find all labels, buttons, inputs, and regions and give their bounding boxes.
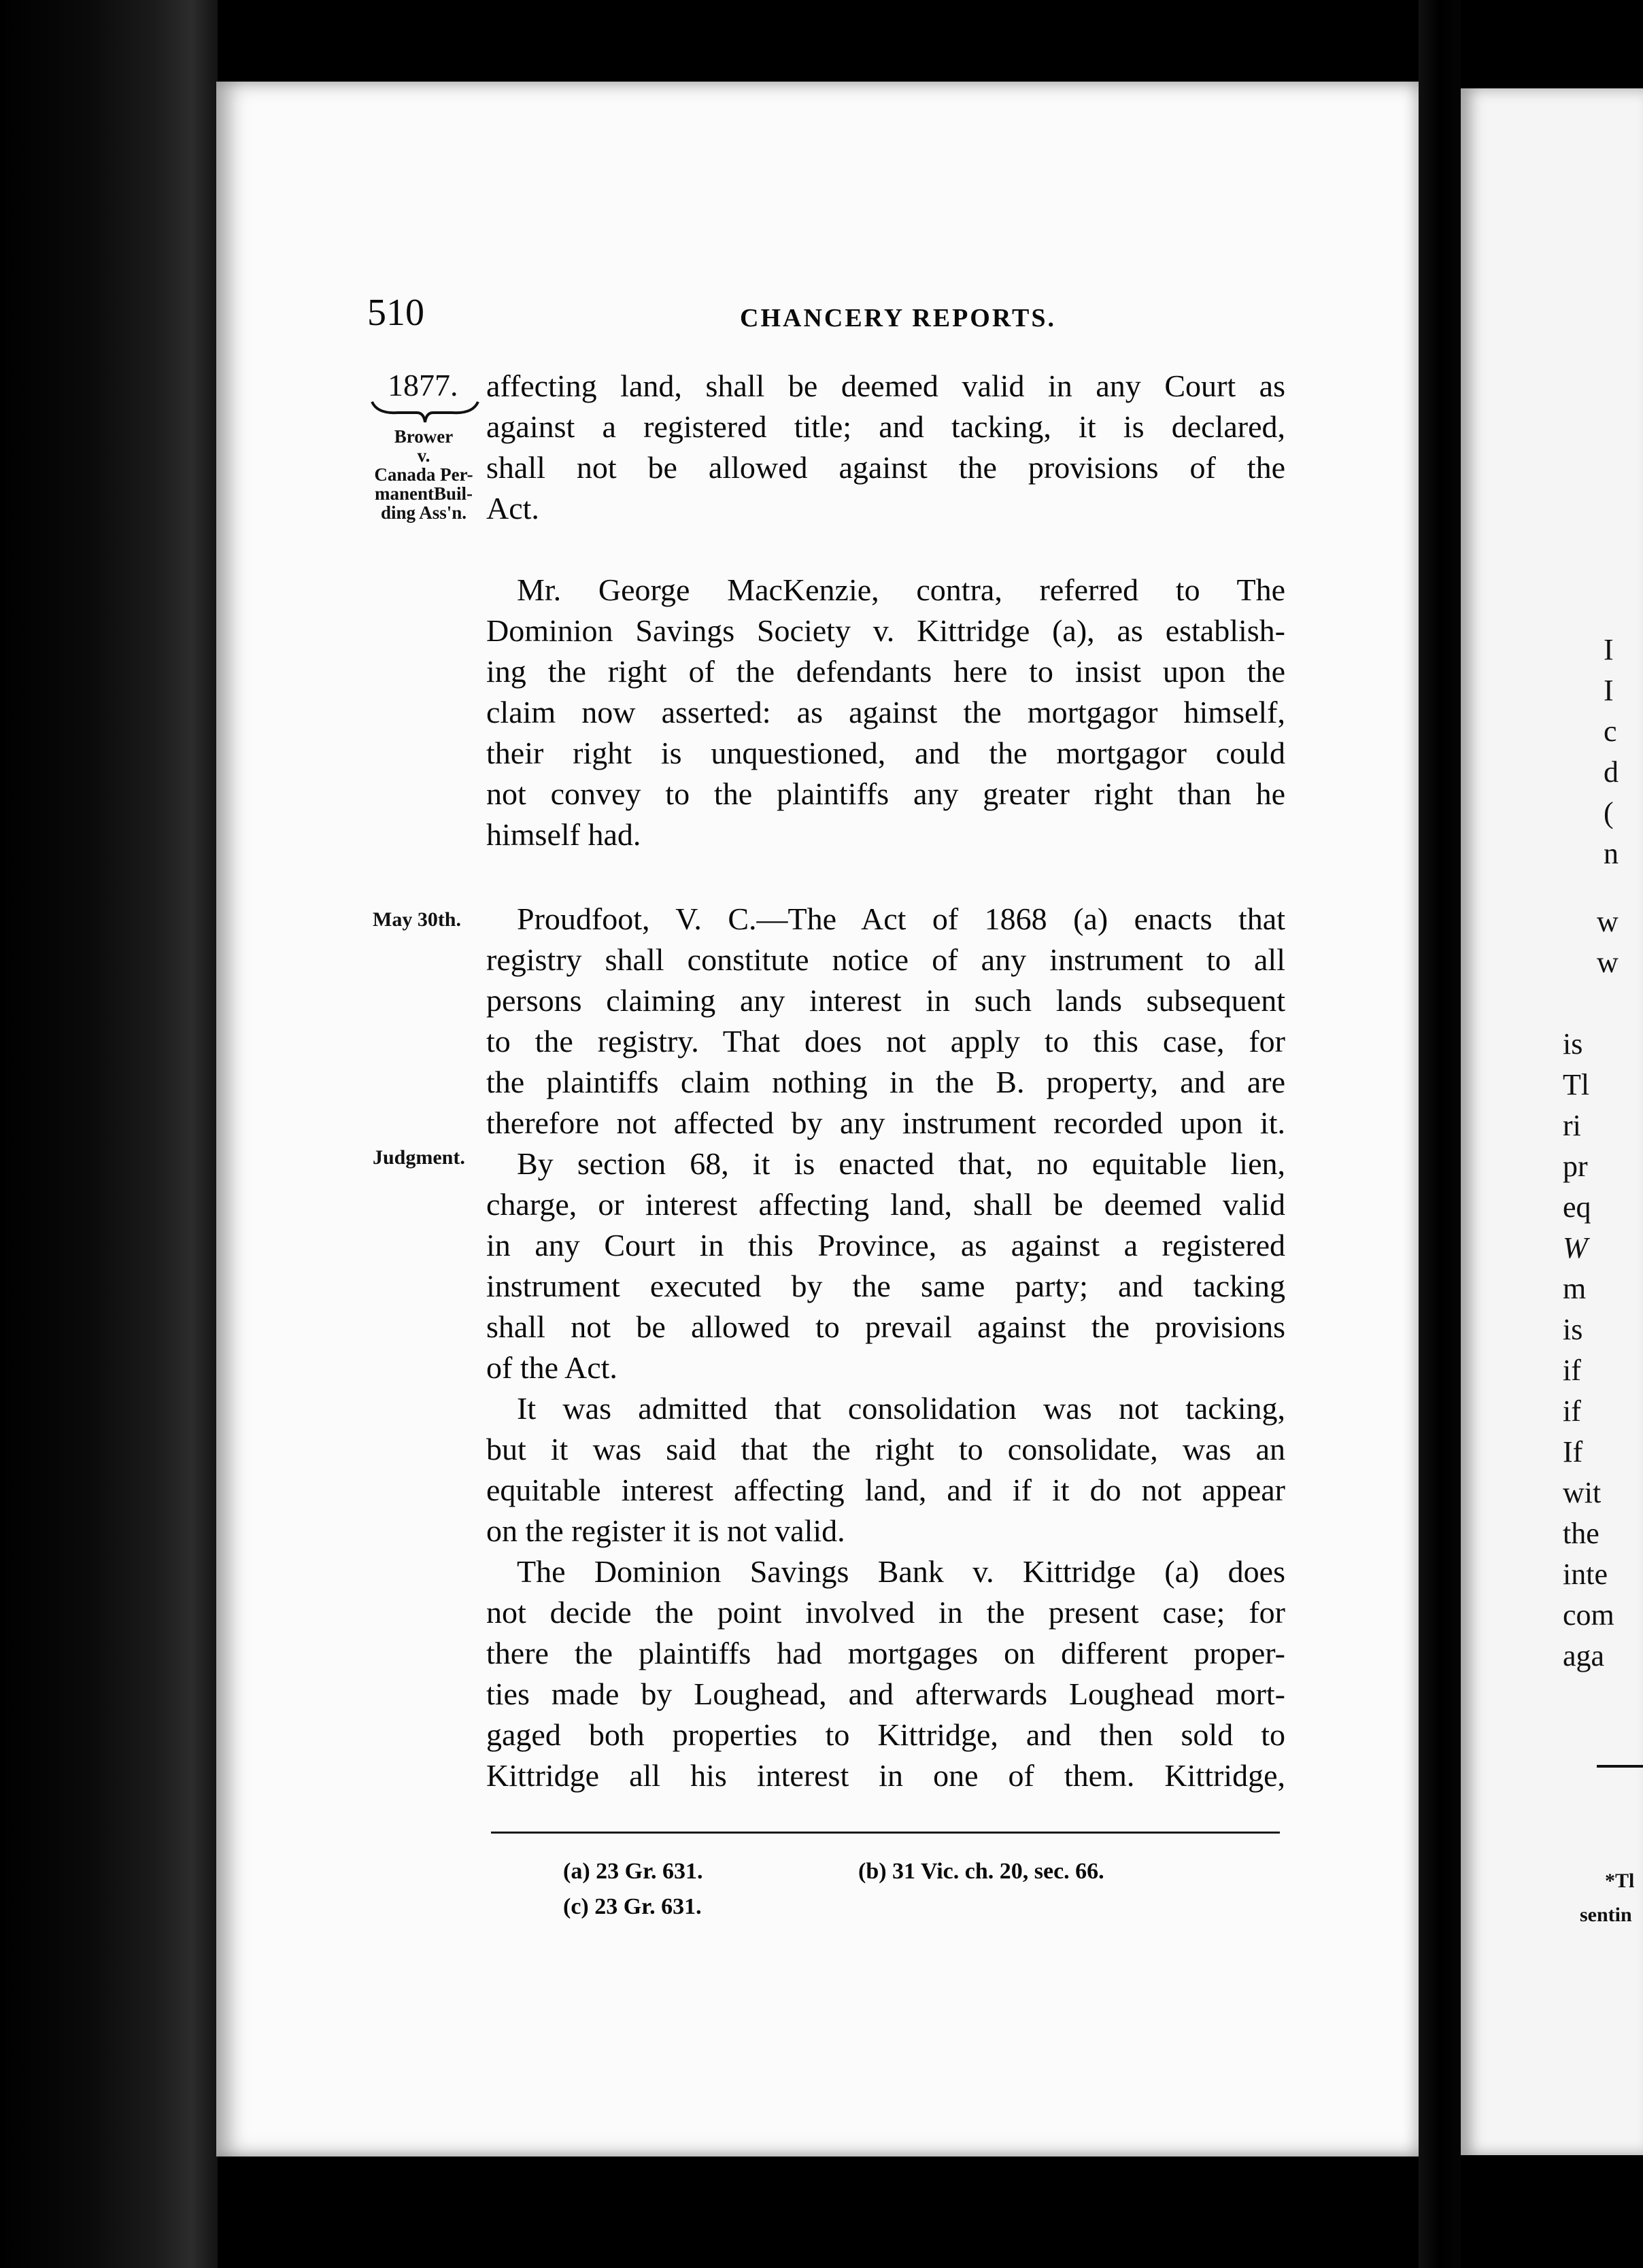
facing-fragment: I (1604, 633, 1614, 666)
body-line: Act. (486, 491, 539, 526)
facing-fragment: c (1604, 715, 1617, 748)
facing-fragment: aga (1563, 1639, 1605, 1672)
body-line: persons claiming any interest in such lands subsequent (486, 983, 1285, 1018)
facing-fragment: I (1604, 674, 1614, 707)
body-line: affecting land, shall be deemed valid in any Court as (486, 368, 1285, 403)
facing-fragment: d (1604, 755, 1619, 789)
facing-fragment: if (1563, 1354, 1581, 1387)
body-line: Dominion Savings Society v. Kittridge (a), as establish- (486, 613, 1285, 648)
body-line: gaged both properties to Kittridge, and then sold to (486, 1717, 1285, 1752)
body-line: It was admitted that consolidation was not tacking, (517, 1391, 1285, 1426)
facing-page-edge (1461, 88, 1643, 2155)
case-line: Canada Per- (374, 464, 473, 485)
body-line: their right is unquestioned, and the mortgagor could (486, 736, 1285, 770)
margin-date: May 30th. (373, 908, 461, 931)
facing-fragment: n (1604, 837, 1619, 870)
body-line: registry shall constitute notice of any instrument to all (486, 942, 1285, 977)
body-line: therefore not affected by any instrument recorded upon it. (486, 1105, 1285, 1140)
body-line: against a registered title; and tacking, it is declared, (486, 409, 1285, 444)
body-line: shall not be allowed against the provisions of the (486, 450, 1285, 485)
case-line: ding Ass'n. (380, 502, 467, 523)
body-line: By section 68, it is enacted that, no equitable lien, (517, 1146, 1285, 1181)
facing-fragment: w (1597, 905, 1619, 938)
body-line: there the plaintiffs had mortgages on different proper- (486, 1636, 1285, 1670)
facing-fragment: wit (1563, 1476, 1602, 1509)
body-line: charge, or interest affecting land, shall be deemed valid (486, 1187, 1285, 1222)
body-line: not convey to the plaintiffs any greater right than he (486, 776, 1285, 811)
footnote-a: (a) 23 Gr. 631. (563, 1859, 703, 1884)
body-line: in any Court in this Province, as against a registered (486, 1228, 1285, 1262)
brace-icon (371, 398, 479, 425)
running-head: CHANCERY REPORTS. (740, 304, 1056, 332)
case-line: Brower (394, 426, 454, 447)
facing-fragment: Tl (1563, 1068, 1590, 1101)
facing-fragment: sentin (1580, 1904, 1632, 1926)
facing-fragment: If (1563, 1435, 1583, 1468)
facing-fragment: if (1563, 1394, 1581, 1428)
body-line: on the register it is not valid. (486, 1513, 845, 1548)
facing-fragment: m (1563, 1272, 1587, 1305)
facing-fragment: W (1563, 1231, 1588, 1265)
facing-fragment: pr (1563, 1150, 1588, 1183)
body-line: the plaintiffs claim nothing in the B. property, and are (486, 1065, 1285, 1099)
book-binding-shadow (0, 0, 218, 2268)
facing-footnote-rule (1597, 1765, 1643, 1768)
footnote-rule (491, 1832, 1280, 1834)
facing-fragment: ri (1563, 1109, 1581, 1142)
body-line: equitable interest affecting land, and if it do not appear (486, 1473, 1285, 1507)
body-line: ing the right of the defendants here to insist upon the (486, 654, 1285, 689)
facing-fragment: eq (1563, 1190, 1591, 1224)
margin-judgment: Judgment. (373, 1146, 465, 1169)
margin-case-name (359, 427, 488, 522)
footnote-c: (c) 23 Gr. 631. (563, 1894, 702, 1919)
body-line: Proudfoot, V. C.—The Act of 1868 (a) enacts that (517, 901, 1285, 936)
page-number: 510 (367, 292, 424, 334)
body-line: Mr. George MacKenzie, contra, referred to The (517, 572, 1285, 607)
facing-fragment: inte (1563, 1558, 1608, 1591)
body-line: but it was said that the right to consolidate, was an (486, 1432, 1285, 1466)
case-line: v. (417, 445, 430, 466)
facing-fragment: ( (1604, 796, 1614, 829)
facing-fragment: com (1563, 1598, 1614, 1632)
body-line: claim now asserted: as against the mortgagor himself, (486, 695, 1285, 729)
body-line: The Dominion Savings Bank v. Kittridge (a) does (517, 1554, 1285, 1589)
body-line: Kittridge all his interest in one of them. Kittridge, (486, 1758, 1285, 1793)
case-line: manentBuil- (374, 483, 473, 504)
facing-fragment: is (1563, 1027, 1583, 1061)
body-line: to the registry. That does not apply to this case, for (486, 1024, 1285, 1059)
margin-year: 1877. (388, 368, 458, 402)
facing-fragment: is (1563, 1313, 1583, 1346)
facing-fragment: w (1597, 946, 1619, 979)
page-gutter (1419, 0, 1461, 2268)
facing-fragment: the (1563, 1517, 1599, 1550)
body-line: ties made by Loughead, and afterwards Loughead mort- (486, 1677, 1285, 1711)
body-line: of the Act. (486, 1350, 617, 1385)
body-line: instrument executed by the same party; and tacking (486, 1269, 1285, 1303)
body-line: shall not be allowed to prevail against the provisions (486, 1309, 1285, 1344)
body-line: not decide the point involved in the present case; for (486, 1595, 1285, 1630)
facing-fragment: *Tl (1605, 1870, 1635, 1892)
body-line: himself had. (486, 817, 641, 852)
footnote-b: (b) 31 Vic. ch. 20, sec. 66. (858, 1859, 1104, 1884)
